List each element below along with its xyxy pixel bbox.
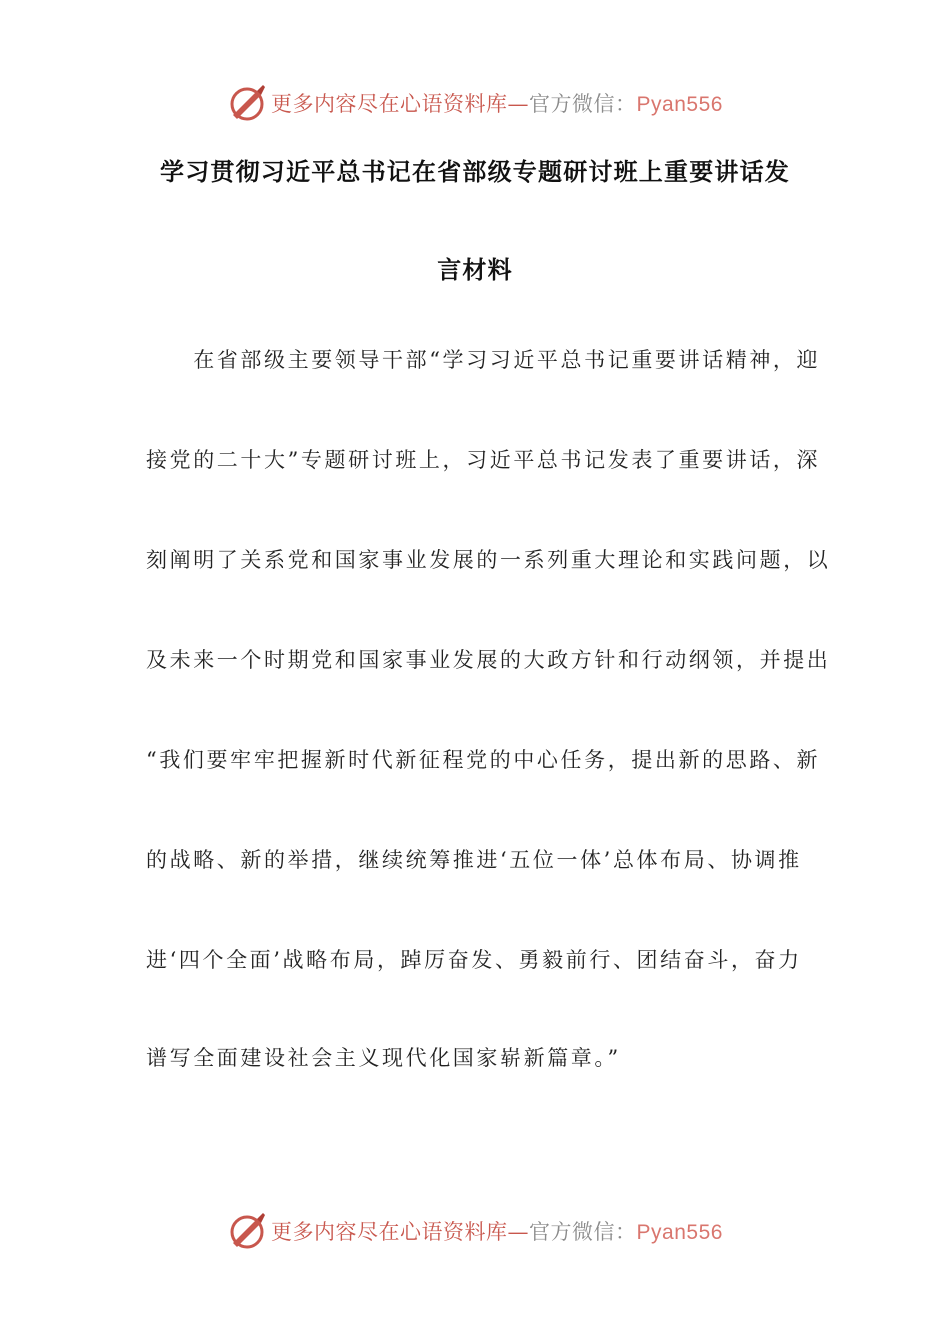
pen-circle-logo-icon: [227, 1211, 267, 1251]
paragraph-line: 进‘四个全面’战略布局，踔厉奋发、勇毅前行、团结奋斗，奋力: [146, 948, 802, 972]
header-watermark: [0, 78, 950, 128]
footer-watermark: [0, 1206, 950, 1256]
paragraph-line: 及未来一个时期党和国家事业发展的大政方针和行动纲领，并提出: [146, 648, 831, 672]
document-title-line-2: 言材料: [437, 255, 513, 284]
paragraph-line: 的战略、新的举措，继续统筹推进‘五位一体’总体布局、协调推: [146, 848, 802, 872]
pen-circle-logo-icon: [227, 83, 267, 123]
paragraph-line: “我们要牢牢把握新时代新征程党的中心任务，提出新的思路、新: [146, 748, 821, 772]
watermark-text: 更多内容尽在心语资料库—官方微信：Pyan556: [271, 92, 723, 116]
paragraph-line: 刻阐明了关系党和国家事业发展的一系列重大理论和实践问题，以: [146, 548, 831, 572]
paragraph-line: 接党的二十大”专题研讨班上，习近平总书记发表了重要讲话，深: [146, 448, 821, 472]
document-title-line-1: 学习贯彻习近平总书记在省部级专题研讨班上重要讲话发: [160, 157, 790, 186]
paragraph-line: 在省部级主要领导干部“学习习近平总书记重要讲话精神，迎: [146, 348, 821, 372]
watermark-text: 更多内容尽在心语资料库—官方微信：Pyan556: [271, 1220, 723, 1244]
paragraph-line: 谱写全面建设社会主义现代化国家崭新篇章。”: [146, 1046, 621, 1070]
